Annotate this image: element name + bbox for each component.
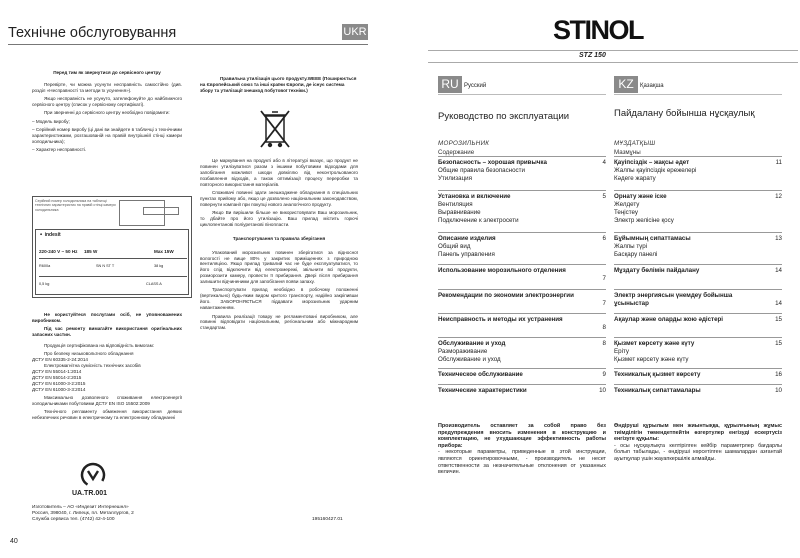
- toc-entry[interactable]: [614, 267, 764, 275]
- toc-divider: [438, 156, 606, 157]
- transport-p3: Правила реалізації товару не регламентовані виробником, але повинні відповідати національним, регіональним або міжнародним стандартам.: [200, 313, 358, 331]
- toc-entry[interactable]: [438, 387, 588, 395]
- plate-lamp: Max 15W: [154, 249, 174, 254]
- toc-subentry: Выравнивание: [438, 209, 481, 216]
- service-p2: Якщо несправність не усунуто, зателефонуйте до найближчого сервісного центру (список у сервісному сертифікаті).: [32, 96, 182, 108]
- toc-entry-title: Неисправность и методы их устранения: [438, 316, 563, 323]
- toc-subentry: Кәдеге жарату: [614, 175, 656, 182]
- rating-label-image: [32, 196, 192, 298]
- weee-p2: Споживачі повинні здати знешкоджене обладнання в спеціальних пунктах прийому або, якщо це дозволено національним законодавством, повернути компанії при покупці нового аналогічного продукту.: [200, 189, 358, 207]
- toc-entry-title: Описание изделия: [438, 235, 496, 242]
- cert-item: ДСТУ EN 61000-3-3:2014: [32, 386, 86, 392]
- kz-disclaimer: [614, 423, 782, 463]
- weee-p1: Це маркування на продукті або в літературі вказує, що продукт не повинен утилізуватися разом з іншими побутовими відходами для запобігання можливої шкоди довкіллю від неконтрольованого позбавлення відходів, а також оптимізації процесу переробки та повторного використання матеріалів.: [200, 158, 358, 187]
- kz-title: Пайдалану бойынша нұсқаулық: [614, 108, 755, 119]
- toc-entry-title: Использование морозильного отделения: [438, 267, 566, 274]
- toc-entry[interactable]: [614, 387, 764, 395]
- toc-entry-title: Мұздату бөлімін пайдалану: [614, 267, 700, 274]
- header-rule: [8, 44, 368, 45]
- toc-divider: [614, 190, 782, 191]
- toc-page-number: 9: [602, 371, 606, 378]
- toc-entry[interactable]: [438, 159, 588, 183]
- ru-disclaimer-text: - некоторые параметры, приведенные в этой инструкции, являются ориентировочными, - производитель не несет ответственности за незначительные отклонения от указанных величин.: [438, 449, 606, 476]
- toc-divider: [438, 264, 606, 265]
- toc-entry[interactable]: [614, 159, 764, 183]
- toc-entry[interactable]: [438, 292, 588, 300]
- cert-item: ДСТУ EN 55014-1:2014: [32, 369, 82, 375]
- service-p3: При зверненні до сервісного центру необхідно повідомити:: [44, 110, 170, 116]
- manufacturer-address: Россия, 398040, г. Липецк, пл. Металлургов, 2: [32, 511, 134, 517]
- weee-text: [200, 158, 358, 334]
- toc-subentry: Теңістеу: [614, 209, 638, 216]
- plate-class: CLASS A: [146, 282, 162, 286]
- toc-page-number: 6: [602, 235, 606, 242]
- lang-badge-kz: KZ: [614, 76, 638, 93]
- toc-subentry: Обслуживание и уход: [438, 356, 501, 363]
- ua-mark-code: UA.TR.001: [72, 490, 108, 497]
- toc-page-number: 16: [775, 371, 782, 378]
- kz-toc-heading: МҰЗДАТҚЫШ: [614, 140, 656, 147]
- toc-entry-title: Безопасность – хорошая привычка: [438, 159, 547, 166]
- toc-entry-title: Техникалық қызмет көрсету: [614, 371, 701, 378]
- toc-entry-title: Техническое обслуживание: [438, 371, 523, 378]
- toc-subentry: Қызмет көрсету және күту: [614, 356, 689, 363]
- service-bullet: – Модель виробу;: [32, 118, 70, 124]
- doc-code: 195160427.01: [312, 517, 343, 522]
- toc-divider: [438, 232, 606, 233]
- kz-toc-sub: Мазмұны: [614, 149, 641, 156]
- cert-intro: Продукція сертифікована на відповідність вимогам:: [44, 343, 155, 349]
- right-page: [400, 0, 800, 558]
- manufacturer-info: [32, 505, 252, 524]
- lang-name-kz: Қазақша: [640, 83, 664, 89]
- page-title: Технічне обслуговування: [8, 25, 177, 41]
- toc-subentry: Подключение к электросети: [438, 217, 519, 224]
- toc-subentry: Жалпы түрі: [614, 243, 648, 250]
- toc-page-number: 4: [602, 159, 606, 166]
- toc-entry-title: Орнату және іске: [614, 193, 667, 200]
- toc-subentry: Еріту: [614, 348, 629, 355]
- service-bullet: – Характер несправності.: [32, 147, 87, 153]
- toc-entry[interactable]: [614, 292, 764, 308]
- ru-disclaimer: [438, 423, 606, 476]
- cert-item: ДСТУ EN 60335-2-24:2014: [32, 357, 88, 363]
- service-heading: Перед тим як звернутися до сервісного центру: [53, 70, 161, 75]
- lang-badge-ru: RU: [438, 76, 462, 93]
- toc-subentry: Жалпы қауіпсіздік ережелері: [614, 167, 697, 174]
- toc-entry[interactable]: [614, 371, 764, 379]
- toc-subentry: Панель управления: [438, 251, 495, 258]
- tech-regulation: Технічного регламенту обмеження використання деяких небезпечних речовин в електричному та електронному обладнанні: [32, 408, 182, 420]
- plate-charge: 0,5 kg: [39, 282, 50, 286]
- weee-p3: Якщо Ви вирішили більше не використовувати Ваш морозильник, то дбайте про його утилізацію. Ваш прилад містить горючі циклопентанові поліуретанові пінопласти.: [200, 210, 358, 227]
- weee-crossed-bin-icon: [258, 108, 292, 152]
- toc-page-number: 11: [775, 159, 782, 166]
- toc-subentry: Размораживание: [438, 348, 488, 355]
- ru-title: Руководство по эксплуатации: [438, 111, 570, 122]
- toc-subentry: Вентиляция: [438, 201, 473, 208]
- toc-divider: [438, 368, 606, 369]
- toc-entry[interactable]: [614, 235, 764, 259]
- note-1: Не користуйтеся послугами осіб, не уповноважених виробником.: [32, 312, 182, 323]
- toc-page-number: 8: [602, 324, 606, 331]
- toc-page-number: 10: [775, 387, 782, 394]
- ru-disclaimer-bold: Производитель оставляет за собой право без предупреждения вносить изменения в конструкцию и комплектацию, не ухудшающие эффективность работы прибора:: [438, 423, 606, 449]
- toc-page-number: 14: [775, 267, 782, 274]
- toc-subentry: Электр желісіне қосу: [614, 217, 674, 224]
- plate-voltage: 220-240 V ~ 50 Hz: [39, 249, 78, 254]
- toc-page-number: 12: [775, 193, 782, 200]
- toc-divider: [438, 289, 606, 290]
- toc-page-number: 14: [775, 300, 782, 307]
- toc-entry[interactable]: [438, 193, 588, 225]
- toc-entry[interactable]: [438, 235, 588, 259]
- page-number: 40: [10, 538, 18, 545]
- transport-p2: Транспортувати прилад необхідно в робочому положенні (вертикально) будь-яким видом критого транспорту, надійно закріпивши його. ЗАБОРОНЯЄТЬСЯ піддавати морозильник ударним навантаженням.: [200, 287, 358, 311]
- toc-entry-title: Ақаулар және оларды жою әдістері: [614, 316, 724, 323]
- toc-divider: [614, 289, 782, 290]
- toc-entry[interactable]: [614, 340, 764, 364]
- toc-divider: [614, 337, 782, 338]
- toc-entry[interactable]: [438, 267, 588, 275]
- toc-divider: [438, 190, 606, 191]
- manufacturer: Изготовитель – АО «Индезит Интернешнл»: [32, 505, 129, 510]
- lang-badge: UKR: [343, 26, 367, 38]
- toc-page-number: 7: [602, 275, 606, 282]
- toc-entry-title: Электр энергиясын үнемдеу бойынша ұсыныстар: [614, 292, 733, 307]
- toc-divider: [614, 156, 782, 157]
- cert-tail: Максимально дозволеного споживання електроенергії холодильниками побутовими ДСТУ EN ISO 15502:2009: [32, 394, 182, 406]
- plate-mass: 38 kg: [154, 264, 164, 268]
- toc-entry-title: Қызмет көрсету және күту: [614, 340, 695, 347]
- toc-subentry: Желдету: [614, 201, 640, 208]
- toc-divider: [614, 384, 782, 385]
- toc-divider: [438, 337, 606, 338]
- toc-entry[interactable]: [614, 193, 764, 225]
- toc-divider: [614, 368, 782, 369]
- note-2: Під час ремонту вимагайте використання оригінальних запасних частин.: [32, 326, 182, 338]
- lang-name-ru: Русский: [464, 83, 487, 89]
- toc-entry-title: Установка и включение: [438, 193, 511, 200]
- toc-page-number: 15: [775, 340, 782, 347]
- ua-conformity-mark-icon: [76, 462, 110, 488]
- cert-item: ДСТУ EN 61000-3-2:2015: [32, 380, 86, 386]
- service-phone: Служба сервиса тел. (4742) 42-4-100: [32, 517, 115, 523]
- toc-subentry: Утилизация: [438, 175, 472, 182]
- toc-entry[interactable]: [438, 371, 588, 379]
- header-rule: [428, 50, 798, 51]
- ru-toc-heading: МОРОЗИЛЬНИК: [438, 140, 490, 147]
- toc-entry[interactable]: [614, 316, 764, 324]
- toc-divider: [614, 264, 782, 265]
- plate-power: 185 W: [84, 249, 98, 254]
- kz-disclaimer-bold: Өндіруші құрылым мен жиынтыққа, құрылғының жұмыс тиімділігін төмендетпейтін өзгертулер енгізуді ескертусіз енгізуге құқылы:: [614, 423, 782, 443]
- certification-column: [32, 312, 182, 423]
- ru-toc-sub: Содержание: [438, 149, 475, 156]
- toc-page-number: 13: [775, 235, 782, 242]
- toc-entry[interactable]: [438, 340, 588, 364]
- plate: [35, 229, 189, 295]
- toc-page-number: 15: [775, 316, 782, 323]
- cert-item: Електромагнітна сумісність технічних засобів: [44, 363, 141, 369]
- weee-heading: Правильна утилізація цього продукту.WEEE (Поширюється на Європейський союз та інші країни Європи, де існує система збору та утилізації знешкод побутової техніки.): [200, 76, 357, 93]
- toc-entry-title: Обслуживание и уход: [438, 340, 506, 347]
- model-name: STZ 150: [579, 52, 606, 59]
- plate-climate: SN N ST T: [96, 264, 115, 268]
- toc-page-number: 7: [602, 300, 606, 307]
- toc-entry-title: Қауіпсіздік – жақсы әдет: [614, 159, 690, 166]
- toc-subentry: Общий вид: [438, 243, 471, 250]
- brand-logo: STINOL: [553, 15, 643, 45]
- toc-subentry: Басқару панелі: [614, 251, 658, 258]
- toc-divider: [614, 232, 782, 233]
- toc-entry-title: Бұйымның сипаттамасы: [614, 235, 691, 242]
- transport-heading: Транспортування та правила зберігання: [232, 235, 326, 241]
- toc-divider: [438, 384, 606, 385]
- service-column: [32, 70, 182, 155]
- cert-item: ДСТУ EN 55014-2:2015: [32, 374, 82, 380]
- transport-p1: Упакований морозильник повинен зберігатися за відносної вологості не вище 80% у закритих приміщеннях з природною вентиляцією. Якщо прилад тривалий час не буде експлуатуватися, то його слід відключити від електромережі, звільнити всі продукти, розморозити камеру, провести її прибирання. Двері після прибирання залишити відчиненими для запобігання появи запаху.: [200, 249, 358, 285]
- cert-item: Про безпеку низьковольтного обладнання: [44, 351, 134, 357]
- toc-entry-title: Рекомендации по экономии электроэнергии: [438, 292, 574, 299]
- toc-entry-title: Технические характеристики: [438, 387, 527, 394]
- toc-divider: [438, 313, 606, 314]
- plate-refrigerant: R600a: [39, 264, 51, 268]
- toc-entry[interactable]: [438, 316, 588, 324]
- kz-disclaimer-text: - осы нұсқаулықта келтірілген кейбір параметрлер бағдарлы болып табылады, - өндіруші көрсетілген шамалардан азғантай ауытқулар үшін жауапкершілік алмайды.: [614, 442, 782, 462]
- plate-logo: ⚬ indesit: [39, 232, 61, 238]
- service-bullet: – Серійний номер виробу (ці дані ви знайдете в табличці з технічними характеристиками, розташованій на правій внутрішній стінці камери холодильника);: [32, 126, 182, 144]
- serial-box: [143, 207, 179, 215]
- toc-page-number: 10: [599, 387, 606, 394]
- toc-page-number: 8: [602, 340, 606, 347]
- toc-entry-title: Техникалық сипаттамалары: [614, 387, 701, 394]
- service-p1: Перевірте, чи можна усунути несправність самостійно (див. розділ «Несправності та методи їх усунення»).: [32, 81, 182, 93]
- toc-page-number: 5: [602, 193, 606, 200]
- toc-divider: [614, 313, 782, 314]
- label-caption: Серійний номер холодильника на табличці технічних характеристик на правій стінці камери холодильника: [35, 199, 116, 212]
- toc-subentry: Общие правила безопасности: [438, 167, 525, 174]
